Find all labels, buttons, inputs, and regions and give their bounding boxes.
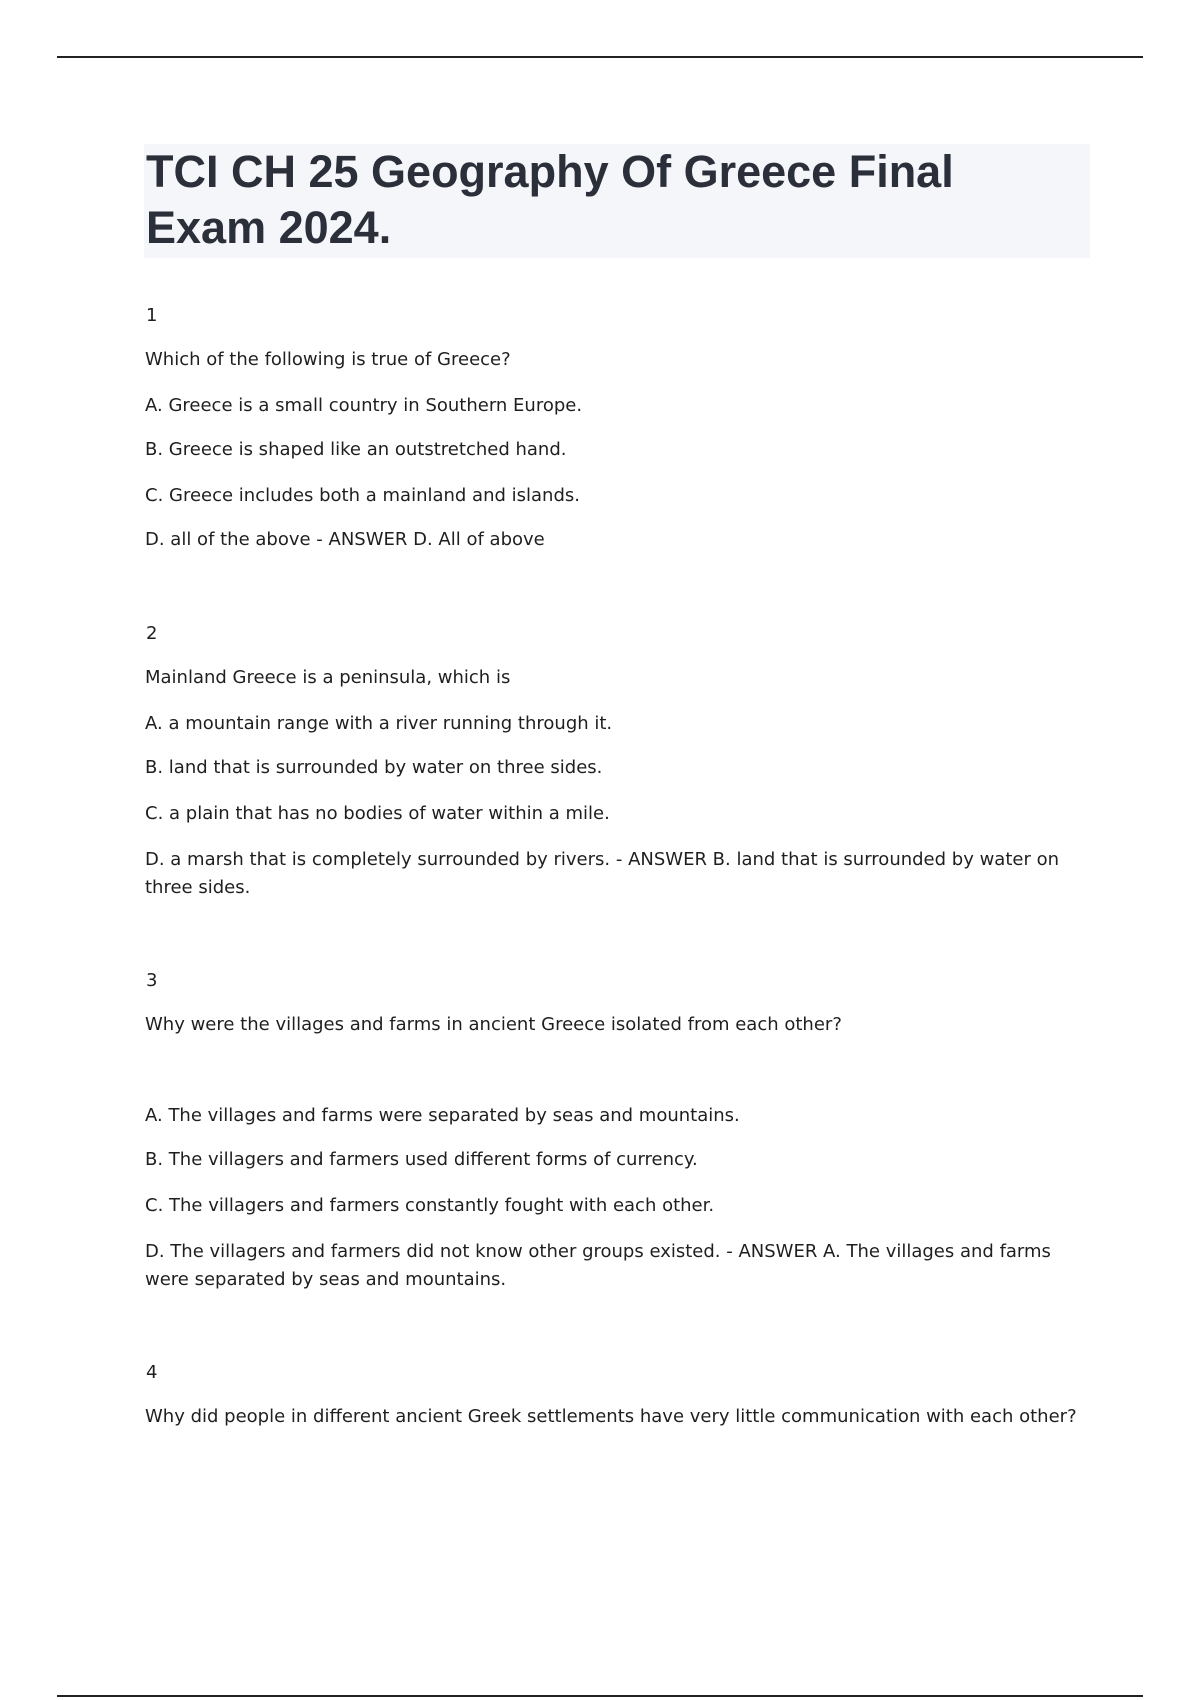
answer-option: B. land that is surrounded by water on three sides.: [145, 757, 603, 778]
answer-option: A. Greece is a small country in Southern Europe.: [145, 395, 583, 416]
bottom-rule: [57, 1695, 1143, 1697]
question-prompt: Mainland Greece is a peninsula, which is: [145, 667, 511, 688]
question-number: 2: [146, 623, 158, 644]
top-rule: [57, 56, 1143, 58]
answer-option: C. a plain that has no bodies of water within a mile.: [145, 803, 610, 824]
question-number: 1: [146, 305, 158, 326]
answer-option: B. Greece is shaped like an outstretched hand.: [145, 439, 567, 460]
answer-option: C. Greece includes both a mainland and islands.: [145, 485, 580, 506]
answer-option-with-answer: D. The villagers and farmers did not know other groups existed. - ANSWER A. The villages and farms were separated by seas and mountains.: [145, 1241, 1051, 1290]
answer-option: A. a mountain range with a river running through it.: [145, 713, 613, 734]
question-number: 3: [146, 970, 158, 991]
question-prompt: Why were the villages and farms in ancient Greece isolated from each other?: [145, 1014, 842, 1035]
answer-option: A. The villages and farms were separated by seas and mountains.: [145, 1105, 740, 1126]
question-number: 4: [146, 1362, 158, 1383]
document-title: TCI CH 25 Geography Of Greece Final Exam 2024.: [146, 146, 954, 253]
answer-option-with-answer: D. a marsh that is completely surrounded by rivers. - ANSWER B. land that is surrounded by water on three sides.: [145, 849, 1060, 898]
answer-option: C. The villagers and farmers constantly fought with each other.: [145, 1195, 715, 1216]
answer-option: B. The villagers and farmers used different forms of currency.: [145, 1149, 698, 1170]
question-prompt: Why did people in different ancient Greek settlements have very little communication with each other?: [145, 1406, 1077, 1427]
question-prompt: Which of the following is true of Greece?: [145, 349, 511, 370]
answer-option-with-answer: D. all of the above - ANSWER D. All of above: [145, 529, 545, 550]
